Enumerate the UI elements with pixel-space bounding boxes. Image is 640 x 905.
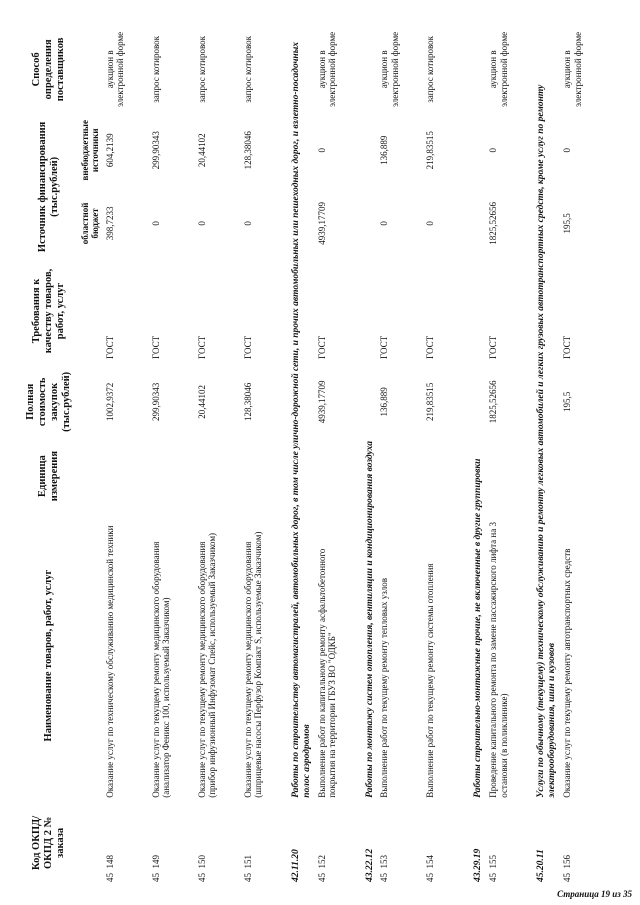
header-source-regional: областной бюджет (80, 202, 101, 245)
okpd-code: 45 (562, 873, 573, 882)
order-number: 149 (150, 855, 161, 869)
header-unit: Единица измерения (36, 450, 60, 502)
source-offbudget-value: 20,44102 (196, 133, 207, 168)
section-code: 45.20.11 (536, 849, 547, 882)
source-regional-value: 0 (379, 221, 390, 226)
table-row (560, 25, 606, 885)
order-code (377, 801, 423, 885)
item-requirements: ГОСТ (425, 335, 436, 359)
item-cost: 195,5 (562, 391, 573, 412)
item-unit (377, 442, 423, 511)
item-unit (149, 442, 195, 511)
order-number: 150 (196, 855, 207, 869)
okpd-code: 45 (150, 873, 161, 882)
item-cost: 219,83515 (425, 382, 436, 421)
source-regional-value: 0 (425, 221, 436, 226)
header-source-offbudget: внебюджетные источники (80, 120, 101, 181)
section-title: Услуги по обычному (текущему) техническому обслуживанию и ремонту легковых автомобилей и легких грузовых автотранспортных средств, кроме услуг по ремонту электрооборудования, шин и кузовов (536, 84, 558, 798)
source-regional-value: 4939,17709 (316, 202, 327, 245)
item-method: аукцион в электронной форме (316, 31, 337, 107)
item-name: Выполнение работ по капитальному ремонту асфальтобетонного покрытия на территории ГБУЗ ВО "ОДКБ" (316, 548, 337, 798)
section-code: 43.29.19 (473, 848, 484, 882)
item-method: аукцион в электронной форме (379, 31, 400, 107)
table-row (377, 25, 423, 885)
table-row (315, 25, 361, 885)
item-requirements: ГОСТ (488, 335, 499, 359)
item-requirements: ГОСТ (562, 335, 573, 359)
section-row (287, 25, 315, 885)
item-cost: 1002,9372 (104, 382, 115, 421)
section-row (532, 25, 560, 885)
item-name: Оказание услуг по текущему ремонту автотранспортных средств (562, 548, 573, 798)
item-cost: 299,90343 (150, 382, 161, 421)
source-regional-value: 0 (242, 221, 253, 226)
source-offbudget-value: 0 (562, 148, 573, 153)
item-method: запрос котировок (425, 35, 436, 103)
item-requirements: ГОСТ (379, 335, 390, 359)
source-offbudget-value: 0 (488, 148, 499, 153)
source-offbudget-value: 136,889 (379, 135, 390, 165)
section-code: 42.11.20 (290, 849, 301, 882)
source-regional-value: 398,7233 (104, 206, 115, 241)
okpd-code: 45 (379, 873, 390, 882)
item-method: аукцион в электронной форме (488, 31, 509, 107)
item-cost: 20,44102 (196, 384, 207, 419)
okpd-code: 45 (104, 873, 115, 882)
item-name: Оказание услуг по текущему ремонту медицинского оборудования (прибор инфузионный Инфузомат Спейс, используемый Заказчиком) (196, 532, 218, 798)
item-cost: 1825,52656 (488, 380, 499, 424)
order-code (195, 801, 241, 885)
order-number: 153 (379, 855, 390, 869)
order-code (103, 801, 149, 885)
table-row (149, 25, 195, 885)
order-number: 156 (562, 855, 573, 869)
source-offbudget-value: 604,2139 (104, 133, 115, 168)
source-offbudget-value: 299,90343 (150, 131, 161, 170)
rotated-page (20, 25, 610, 885)
source-offbudget-value: 128,38046 (242, 131, 253, 170)
item-method: запрос котировок (242, 35, 253, 103)
source-offbudget-value: 0 (316, 148, 327, 153)
item-name: Выполнение работ по текущему ремонту тепловых узлов (379, 577, 390, 798)
order-number: 154 (425, 855, 436, 869)
okpd-code: 45 (488, 873, 499, 882)
table-row (241, 25, 287, 885)
order-code (560, 801, 606, 885)
item-name: Проведение капитального ремонта по замене пассажирского лифта на 3 остановки (в поликлинике) (488, 522, 509, 798)
header-source: Источник финансирования (тыс.рублей) (36, 121, 60, 253)
table-row (103, 25, 149, 885)
table-row (195, 25, 241, 885)
section-title: Работы по монтажу систем отопления, вентиляции и кондиционирования воздуха (364, 441, 375, 798)
okpd-code: 45 (196, 873, 207, 882)
order-code (486, 801, 532, 885)
item-name: Оказание услуг по текущему ремонту медицинского оборудования (шприцевые насосы Перфузор Компакт S, используемые Заказчиком) (242, 531, 264, 798)
item-method: аукцион в электронной форме (104, 31, 126, 107)
order-number: 155 (488, 855, 499, 869)
source-regional-value: 0 (150, 221, 161, 226)
item-requirements: ГОСТ (196, 335, 207, 359)
order-number: 151 (242, 855, 253, 869)
header-name: Наименование товаров, работ, услуг (42, 569, 54, 742)
item-name: Оказание услуг по техническому обслуживанию медицинской техники (104, 525, 115, 798)
order-number: 152 (316, 855, 327, 869)
section-row (361, 25, 378, 885)
item-method: запрос котировок (196, 35, 207, 103)
section-row (469, 25, 486, 885)
source-offbudget-value: 219,83515 (425, 131, 436, 170)
order-code (149, 801, 195, 885)
table-row (486, 25, 532, 885)
okpd-code: 45 (425, 873, 436, 882)
item-cost: 136,889 (379, 387, 390, 417)
source-regional-value: 0 (196, 221, 207, 226)
table-row (423, 25, 469, 885)
item-unit (486, 442, 532, 511)
item-unit (560, 442, 606, 511)
item-requirements: ГОСТ (242, 335, 253, 359)
source-regional-value: 1825,52656 (488, 202, 499, 245)
order-code (315, 801, 361, 885)
item-unit (241, 442, 287, 511)
order-code (241, 801, 287, 885)
item-unit (195, 442, 241, 511)
header-method: Способ определения поставщиков (30, 37, 67, 102)
table-body (103, 25, 607, 885)
source-regional-value: 195,5 (562, 213, 573, 234)
item-unit (423, 442, 469, 511)
page-footer: Страница 19 из 35 (557, 889, 632, 899)
header-code: Код ОКПД/ ОКПД 2 № заказа (30, 815, 67, 870)
okpd-code: 45 (242, 873, 253, 882)
header-cost: Полная стоимость закупок (тыс.рублей) (24, 371, 73, 432)
section-code: 43.22.12 (364, 848, 375, 882)
item-name: Оказание услуг по текущему ремонту медицинского оборудования (анализатор Феникс 100, используемый Заказчиком) (150, 541, 172, 798)
order-number: 148 (104, 855, 115, 869)
item-requirements: ГОСТ (316, 335, 327, 359)
section-title: Работы по строительству автомагистралей, автомобильных дорог, в том числе улично-дорожной сети, и прочих автомобильных или пешеходных дорог, и взлетно-посадочных полос аэродромов (290, 41, 312, 798)
item-cost: 128,38046 (242, 382, 253, 421)
header-requirements: Требования к качеству товаров, работ, услуг (30, 268, 67, 354)
item-method: аукцион в электронной форме (562, 31, 583, 107)
item-unit (103, 442, 149, 511)
order-code (423, 801, 469, 885)
item-method: запрос котировок (150, 35, 161, 103)
procurement-table (20, 25, 606, 885)
item-requirements: ГОСТ (104, 335, 115, 359)
section-title: Работы строительно-монтажные прочие, не включенные в другие группировки (473, 458, 484, 798)
item-name: Выполнение работ по текущему ремонту системы отопления (425, 563, 436, 798)
item-cost: 4939,17709 (316, 380, 327, 424)
okpd-code: 45 (316, 873, 327, 882)
item-requirements: ГОСТ (150, 335, 161, 359)
item-unit (315, 442, 361, 511)
